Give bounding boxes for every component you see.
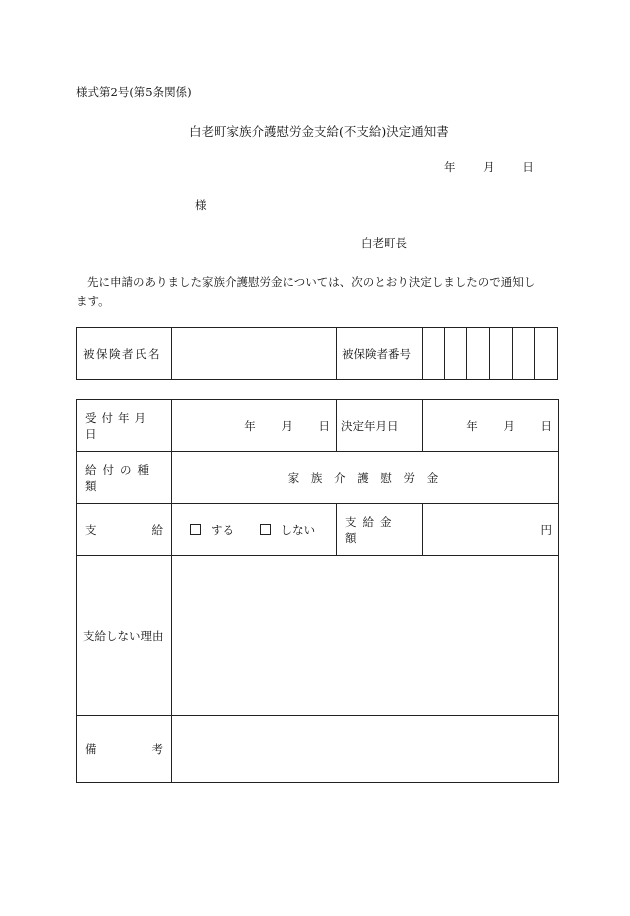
issuer-name: 白老町長 — [361, 236, 407, 250]
day-label: 日 — [318, 418, 330, 433]
yen-label: 円 — [540, 522, 552, 537]
insured-number-digit[interactable] — [423, 328, 445, 380]
insured-number-digit[interactable] — [490, 328, 513, 380]
form-reference: 様式第2号(第5条関係) — [76, 85, 192, 99]
payment-options — [172, 504, 337, 556]
insured-number-digit[interactable] — [513, 328, 535, 380]
insured-number-label: 被保険者番号 — [337, 328, 423, 380]
checkbox-icon[interactable] — [260, 524, 271, 535]
remarks-label-left: 備 — [85, 742, 97, 756]
benefit-type-value: 家 族 介 護 慰 労 金 — [172, 452, 559, 504]
insured-info-table — [76, 327, 558, 380]
addressee-suffix: 様 — [195, 198, 207, 212]
payment-label — [77, 504, 172, 556]
amount-label: 支給金額 — [337, 504, 423, 556]
receipt-date-field[interactable] — [172, 400, 337, 452]
reason-field[interactable] — [172, 556, 559, 716]
month-label: 月 — [483, 160, 495, 174]
decision-date-field[interactable] — [423, 400, 559, 452]
document-title: 白老町家族介護慰労金支給(不支給)決定通知書 — [189, 124, 449, 139]
day-label: 日 — [522, 160, 534, 174]
issue-date — [444, 159, 534, 175]
insured-number-digit[interactable] — [467, 328, 490, 380]
year-label: 年 — [444, 160, 456, 174]
insured-number-digit[interactable] — [445, 328, 467, 380]
insured-name-label: 被保険者氏名 — [77, 328, 172, 380]
decision-date-label: 決定年月日 — [337, 400, 423, 452]
option-pay[interactable] — [190, 523, 234, 537]
insured-number-digit[interactable] — [535, 328, 558, 380]
month-label: 月 — [503, 418, 515, 433]
body-text-line-2: ます。 — [76, 294, 110, 308]
option-no-pay[interactable] — [260, 523, 316, 537]
year-label: 年 — [466, 418, 478, 433]
checkbox-icon[interactable] — [190, 524, 201, 535]
remarks-field[interactable] — [172, 716, 559, 783]
payment-label-right: 給 — [151, 522, 163, 537]
receipt-date-label: 受付年月日 — [77, 400, 172, 452]
decision-table — [76, 399, 559, 783]
benefit-type-label: 給付の種類 — [77, 452, 172, 504]
amount-field[interactable] — [423, 504, 559, 556]
month-label: 月 — [281, 418, 293, 433]
year-label: 年 — [244, 418, 256, 433]
option-pay-label: する — [211, 522, 234, 537]
option-no-pay-label: しない — [280, 522, 316, 537]
remarks-label — [77, 716, 172, 783]
payment-label-left: 支 — [85, 522, 97, 537]
insured-name-field[interactable] — [172, 328, 337, 380]
day-label: 日 — [540, 418, 552, 433]
body-text-line-1: 先に申請のありました家族介護慰労金については、次のとおり決定しましたので通知し — [87, 275, 536, 289]
remarks-label-right: 考 — [151, 742, 163, 756]
reason-label: 支給しない理由 — [77, 556, 172, 716]
